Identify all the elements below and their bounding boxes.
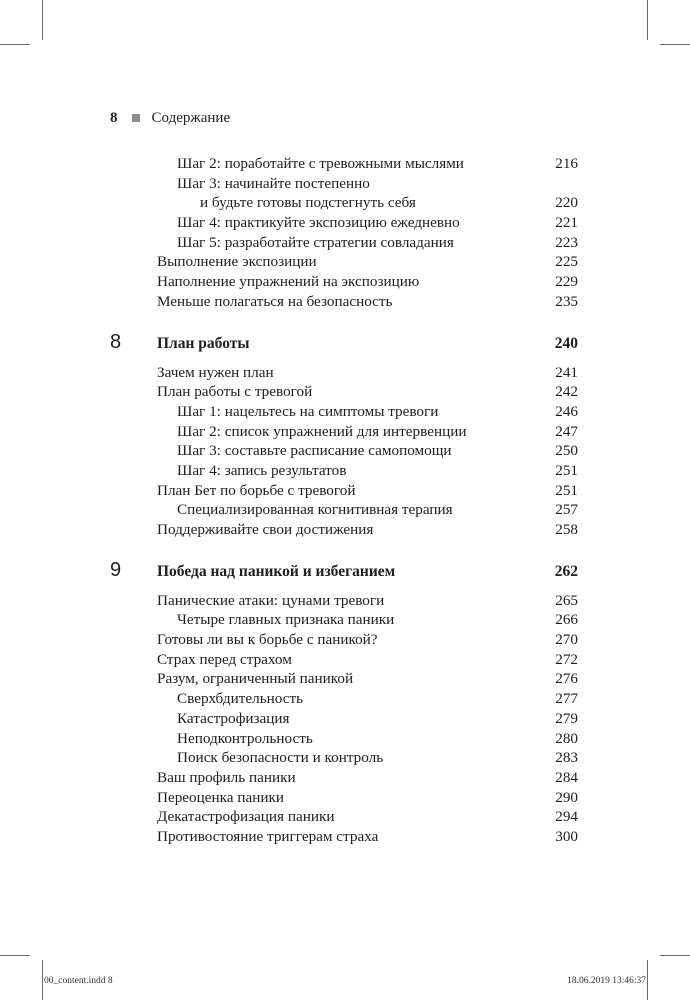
chapter-page: 262 — [554, 562, 578, 580]
crop-mark — [42, 960, 43, 1000]
toc-entry-title: Панические атаки: цунами тревоги — [157, 591, 385, 609]
toc-entry-page: 220 — [555, 194, 578, 212]
toc-entry-title: Шаг 2: поработайте с тревожными мыслями — [177, 155, 464, 172]
toc-entry-page: 300 — [555, 827, 578, 845]
toc-entry-title: Шаг 3: составьте расписание самопомощи — [177, 442, 452, 460]
toc-entry — [0, 827, 690, 847]
crop-mark — [647, 0, 648, 40]
slug-file: 00_content.indd 8 — [44, 976, 113, 986]
toc-entry — [0, 213, 690, 233]
toc-entry-title: Поиск безопасности и контроль — [177, 749, 384, 767]
toc-entry-title: План Бет по борьбе с тревогой — [157, 481, 356, 499]
toc-entry — [0, 441, 690, 461]
toc-entry — [0, 193, 690, 213]
table-of-contents — [0, 154, 690, 847]
toc-entry-title: Зачем нужен план — [157, 363, 274, 381]
toc-entry-page: 229 — [555, 273, 578, 291]
toc-entry-page: 257 — [555, 501, 578, 519]
toc-entry-page: 223 — [555, 233, 578, 251]
toc-entry-title: Специализированная когнитивная терапия — [177, 501, 453, 519]
toc-entry-page: 242 — [555, 383, 578, 401]
toc-entry-page: 277 — [555, 690, 578, 708]
toc-entry — [0, 292, 690, 312]
toc-entry — [0, 669, 690, 689]
crop-mark — [660, 44, 690, 45]
toc-entry — [0, 154, 690, 174]
toc-entry-page: 258 — [555, 521, 578, 538]
toc-entry — [0, 272, 690, 292]
toc-entry-page: 279 — [555, 709, 578, 727]
toc-entry-title: Меньше полагаться на безопасность — [157, 292, 393, 310]
toc-entry-title: Разум, ограниченный паникой — [157, 670, 354, 688]
toc-entry-page: 272 — [555, 650, 578, 668]
toc-entry-page: 265 — [555, 591, 578, 609]
toc-entry-page: 246 — [555, 402, 578, 420]
toc-entry-title: Декатастрофизация паники — [157, 808, 335, 826]
toc-entry-title: Шаг 5: разработайте стратегии совладания — [177, 233, 454, 251]
toc-entry-page: 221 — [555, 214, 578, 232]
toc-entry-page: 235 — [555, 292, 578, 310]
toc-entry — [0, 481, 690, 501]
toc-entry-title: Катастрофизация — [177, 709, 290, 727]
toc-entry-page: 284 — [555, 768, 578, 786]
crop-mark — [0, 955, 30, 956]
toc-chapter — [0, 330, 690, 354]
toc-entry-page: 276 — [555, 670, 578, 688]
toc-entry-title: Страх перед страхом — [157, 650, 292, 668]
toc-entry-page: 225 — [555, 253, 578, 271]
toc-entry-title: Неподконтрольность — [177, 729, 313, 747]
crop-mark — [0, 44, 30, 45]
toc-entry — [0, 174, 690, 194]
chapter-title: План работы — [157, 334, 250, 352]
slug-datetime: 18.06.2019 13:46:37 — [567, 976, 646, 986]
toc-entry — [0, 520, 690, 540]
toc-entry-title: Переоценка паники — [157, 788, 284, 806]
toc-entry-page: 266 — [555, 611, 578, 629]
toc-entry-title: Четыре главных признака паники — [177, 611, 395, 629]
toc-entry — [0, 461, 690, 481]
page-number: 8 — [110, 110, 118, 126]
toc-entry-title: Ваш профиль паники — [157, 768, 296, 786]
running-head — [110, 109, 230, 127]
toc-entry-title: Выполнение экспозиции — [157, 253, 317, 271]
toc-entry-title: Шаг 1: нацельтесь на симптомы тревоги — [177, 402, 439, 420]
toc-entry-title: Поддерживайте свои достижения — [157, 521, 374, 538]
toc-entry — [0, 382, 690, 402]
toc-entry — [0, 729, 690, 749]
chapter-number: 9 — [110, 558, 122, 581]
toc-entry — [0, 807, 690, 827]
toc-entry-title: и будьте готовы подстегнуть себя — [200, 194, 416, 212]
crop-mark — [660, 955, 690, 956]
toc-entry — [0, 233, 690, 253]
toc-entry — [0, 591, 690, 611]
toc-entry — [0, 363, 690, 383]
running-head-title: Содержание — [151, 110, 231, 126]
toc-entry — [0, 630, 690, 650]
toc-entry-title: Готовы ли вы к борьбе с паникой? — [157, 631, 378, 649]
toc-entry — [0, 650, 690, 670]
toc-entry — [0, 689, 690, 709]
toc-entry-page: 250 — [555, 442, 578, 460]
toc-entry-page: 290 — [555, 788, 578, 806]
toc-entry — [0, 422, 690, 442]
toc-entry-page: 251 — [555, 461, 578, 479]
crop-mark — [42, 0, 43, 40]
chapter-page: 240 — [554, 334, 578, 352]
toc-entry-title: Шаг 2: список упражнений для интервенции — [177, 422, 467, 440]
toc-entry-title: Наполнение упражнений на экспозицию — [157, 273, 420, 291]
toc-entry-title: Противостояние триггерам страха — [157, 827, 379, 845]
toc-entry — [0, 709, 690, 729]
square-bullet-icon — [132, 114, 140, 122]
chapter-number: 8 — [110, 330, 122, 353]
toc-entry-page: 270 — [555, 631, 578, 649]
toc-entry-page: 251 — [555, 481, 578, 499]
chapter-title: Победа над паникой и избеганием — [157, 562, 396, 580]
toc-entry-page: 247 — [555, 422, 578, 440]
toc-entry-page: 283 — [555, 749, 578, 767]
toc-entry — [0, 748, 690, 768]
toc-entry-title: План работы с тревогой — [157, 383, 313, 401]
toc-entry-title: Шаг 3: начинайте постепенно — [177, 174, 370, 192]
toc-entry — [0, 610, 690, 630]
toc-entry-page: 294 — [555, 808, 578, 826]
crop-mark — [647, 960, 648, 1000]
toc-entry — [0, 500, 690, 520]
toc-entry — [0, 768, 690, 788]
toc-entry-page: 216 — [555, 155, 578, 172]
toc-entry-page: 241 — [555, 363, 578, 381]
toc-entry-page: 280 — [555, 729, 578, 747]
toc-chapter — [0, 558, 690, 582]
toc-entry-title: Шаг 4: практикуйте экспозицию ежедневно — [177, 214, 460, 232]
toc-entry — [0, 402, 690, 422]
toc-entry — [0, 252, 690, 272]
toc-entry-title: Шаг 4: запись результатов — [177, 461, 347, 479]
toc-entry-title: Сверхбдительность — [177, 690, 304, 708]
toc-entry — [0, 788, 690, 808]
